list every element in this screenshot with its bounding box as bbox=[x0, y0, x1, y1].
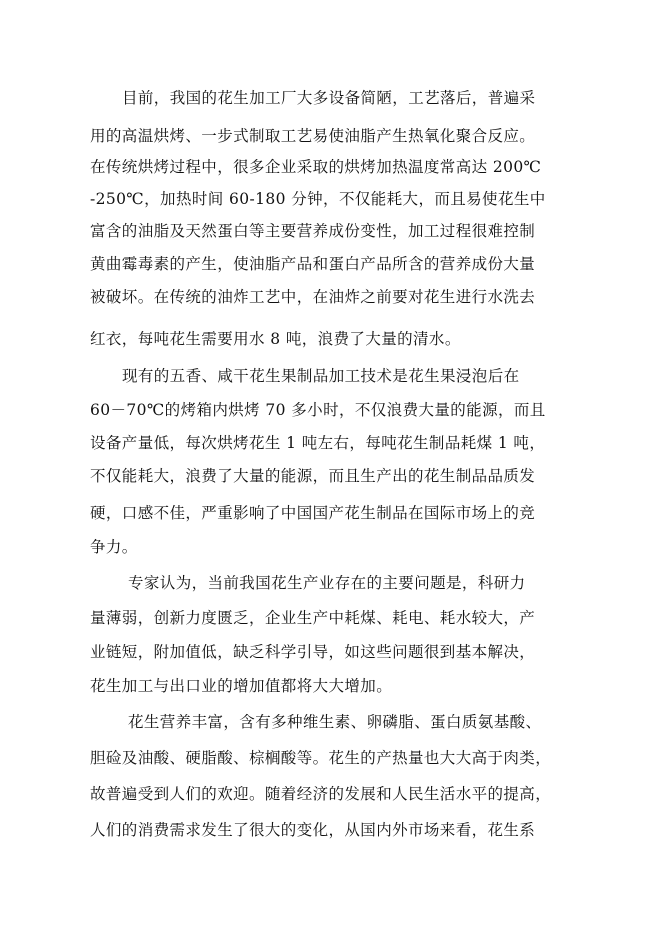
text-line: 花生加工与出口业的增加值都将大大增加。 bbox=[90, 677, 393, 695]
text-line: 在传统烘烤过程中，很多企业采取的烘烤加热温度常高达 200℃ bbox=[90, 158, 542, 176]
text-line: 现有的五香、咸干花生果制品加工技术是花生果浸泡后在 bbox=[122, 367, 520, 385]
text-line: 黄曲霉毒素的产生，使油脂产品和蛋白产品所含的营养成份大量 bbox=[90, 255, 536, 273]
text-line: 硬，口感不佳，严重影响了中国国产花生制品在国际市场上的竞 bbox=[90, 504, 536, 522]
text-line: 用的高温烘烤、一步式制取工艺易使油脂产生热氧化聚合反应。 bbox=[90, 127, 536, 145]
text-line: 量薄弱，创新力度匮乏，企业生产中耗煤、耗电、耗水较大，产 bbox=[90, 609, 536, 627]
text-line: 不仅能耗大，浪费了大量的能源，而且生产出的花生制品品质发 bbox=[90, 467, 536, 485]
text-line: 胆硷及油酸、硬脂酸、棕榈酸等。花生的产热量也大大高于肉类， bbox=[90, 749, 552, 767]
text-line: 人们的消费需求发生了很大的变化，从国内外市场来看，花生系 bbox=[90, 821, 536, 839]
text-line: -250℃，加热时间 60-180 分钟，不仅能耗大，而且易使花生中 bbox=[90, 190, 546, 208]
text-line: 红衣，每吨花生需要用水 8 吨，浪费了大量的清水。 bbox=[90, 330, 461, 348]
text-line: 被破坏。在传统的油炸工艺中，在油炸之前要对花生进行水洗去 bbox=[90, 288, 536, 306]
text-line: 富含的油脂及天然蛋白等主要营养成份变性，加工过程很难控制 bbox=[90, 222, 536, 240]
text-line: 设备产量低，每次烘烤花生 1 吨左右，每吨花生制品耗煤 1 吨， bbox=[90, 434, 546, 452]
text-line: 争力。 bbox=[90, 538, 138, 556]
text-line: 目前，我国的花生加工厂大多设备简陋，工艺落后，普遍采 bbox=[122, 89, 536, 107]
text-line: 60－70℃的烤箱内烘烤 70 多小时，不仅浪费大量的能源，而且 bbox=[90, 401, 546, 419]
text-line: 专家认为，当前我国花生产业存在的主要问题是，科研力 bbox=[128, 574, 526, 592]
text-line: 故普遍受到人们的欢迎。随着经济的发展和人民生活水平的提高， bbox=[90, 785, 552, 803]
text-line: 业链短，附加值低，缺乏科学引导，如这些问题很到基本解决， bbox=[90, 643, 536, 661]
text-line: 花生营养丰富，含有多种维生素、卵磷脂、蛋白质氨基酸、 bbox=[128, 713, 542, 731]
